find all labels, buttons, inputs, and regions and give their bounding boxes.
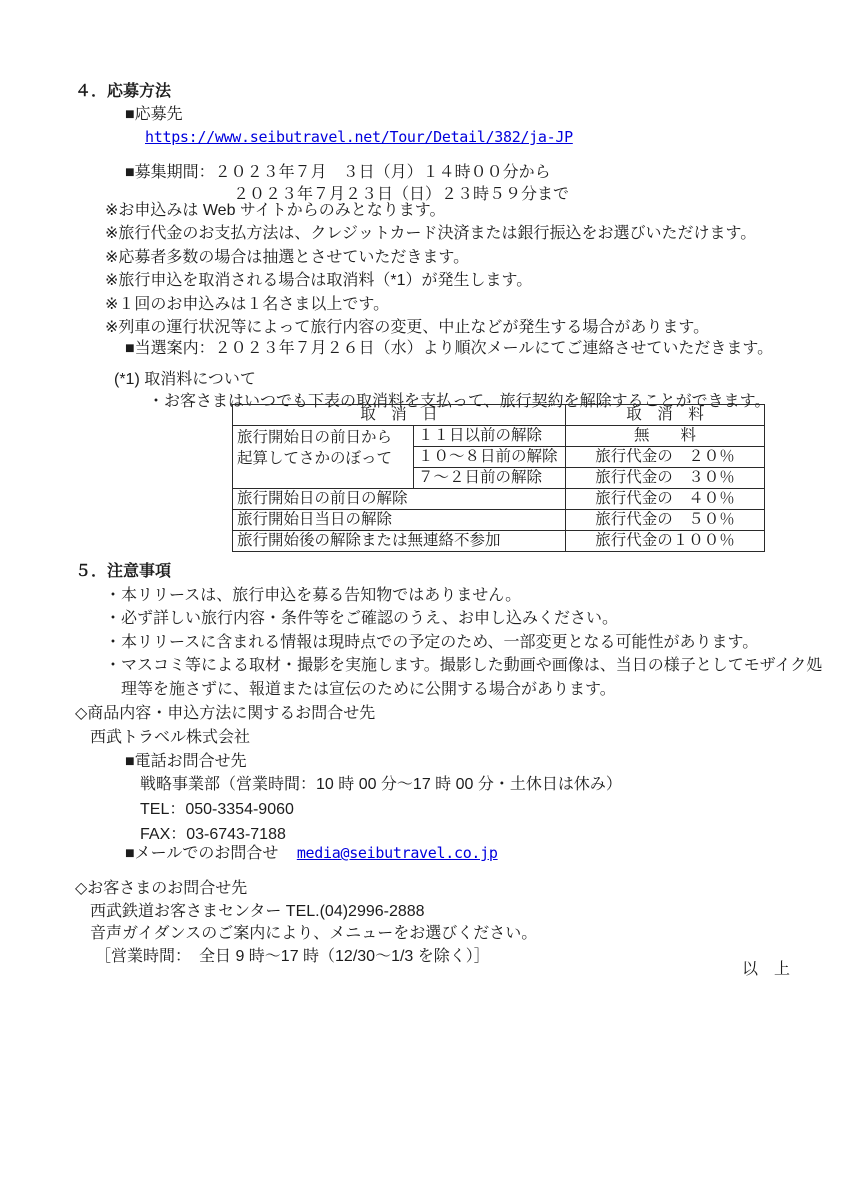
cancel-condition-cell: ７～２日前の解除 (414, 468, 566, 489)
cancel-condition-cell: 旅行開始日の前日の解除 (233, 489, 566, 510)
application-note: ※旅行代金のお支払方法は、クレジットカード決済または銀行振込をお選びいただけます。 (105, 225, 757, 243)
cancel-day-group-cell (233, 426, 414, 489)
mail-contact-link[interactable]: media@seibutravel.co.jp (296, 844, 498, 862)
phone-contact-tel: TEL：050-3354-9060 (140, 801, 294, 818)
phone-contact-label: ■電話お問合せ先 (125, 753, 247, 770)
application-note: ※列車の運行状況等によって旅行内容の変更、中止などが発生する場合があります。 (105, 319, 710, 337)
cancel-day-group-line1: 旅行開始日の前日から (237, 429, 393, 446)
cancel-condition-cell: １０～８日前の解除 (414, 447, 566, 468)
section5-heading: ５．注意事項 (75, 563, 172, 580)
cancel-fee-cell: 旅行代金の ３０％ (566, 468, 765, 489)
caution-list (105, 584, 829, 701)
cancel-table-row (233, 510, 765, 531)
application-url-link[interactable]: https://www.seibutravel.net/Tour/Detail/382/ja-JP (145, 128, 573, 146)
cancel-fee-cell: 旅行代金の ４０％ (566, 489, 765, 510)
winner-notice: ■当選案内：２０２３年７月２６日（水）より順次メールにてご連絡させていただきます。 (125, 340, 774, 357)
cancel-table-row (233, 531, 765, 552)
cancel-table-header-day: 取 消 日 (233, 405, 566, 426)
caution-item: ・マスコミ等による取材・撮影を実施します。撮影した動画や画像は、当日の様子としてモザイク処理等を施さずに、報道または宣伝のために公開する場合があります。 (105, 657, 823, 698)
cancellation-fee-title: (*1) 取消料について (114, 371, 256, 388)
application-note: ※応募者多数の場合は抽選とさせていただきます。 (105, 248, 470, 266)
cancellation-fee-table (232, 404, 765, 552)
closing-mark: 以 上 (741, 961, 790, 978)
cancel-fee-cell: 無 料 (566, 426, 765, 447)
caution-item: ・必ず詳しい旅行内容・条件等をご確認のうえ、お申し込みください。 (105, 610, 618, 628)
cancel-fee-cell: 旅行代金の ２０％ (566, 447, 765, 468)
product-inquiry-heading: ◇商品内容・申込方法に関するお問合せ先 (75, 705, 376, 722)
cancel-fee-cell: 旅行代金の ５０％ (566, 510, 765, 531)
application-note: ※旅行申込を取消される場合は取消料（*1）が発生します。 (105, 272, 533, 290)
cancel-condition-cell: 旅行開始後の解除または無連絡不参加 (233, 531, 566, 552)
application-note: ※１回のお申込みは１名さま以上です。 (105, 295, 390, 313)
customer-center-line: 西武鉄道お客さまセンター TEL.(04)2996-2888 (90, 903, 425, 920)
phone-contact-department: 戦略事業部（営業時間：10 時 00 分～17 時 00 分・土休日は休み） (140, 776, 622, 793)
mail-contact-row (125, 842, 498, 865)
business-hours-line: ［営業時間： 全日 9 時～17 時（12/30～1/3 を除く）］ (95, 948, 490, 965)
recruit-period-line2: ２０２３年７月２３日（日）２３時５９分まで (233, 186, 570, 203)
cancel-table-row (233, 489, 765, 510)
apply-destination-label: ■応募先 (125, 106, 183, 123)
application-notes-list (105, 199, 756, 339)
cancel-table-row (233, 426, 765, 447)
cancellation-fee-desc: ・お客さまはいつでも下表の取消料を支払って、旅行契約を解除することができます。 (148, 393, 771, 410)
recruit-period-line1: ■募集期間：２０２３年７月 ３日（月）１４時００分から (125, 164, 551, 181)
application-url-row (145, 126, 573, 149)
phone-contact-fax: FAX：03-6743-7188 (140, 826, 286, 843)
mail-contact-label: ■メールでのお問合せ (125, 845, 279, 862)
cancel-day-group-line2: 起算してさかのぼって (237, 450, 393, 467)
cancel-condition-cell: 旅行開始日当日の解除 (233, 510, 566, 531)
cancel-table-header-fee: 取 消 料 (566, 405, 765, 426)
caution-item: ・本リリースに含まれる情報は現時点での予定のため、一部変更となる可能性があります。 (105, 633, 759, 651)
cancel-table-header-row (233, 405, 765, 426)
section4-heading: ４．応募方法 (75, 83, 172, 100)
application-note: ※お申込みは Web サイトからのみとなります。 (105, 202, 446, 219)
caution-item: ・本リリースは、旅行申込を募る告知物ではありません。 (105, 587, 522, 604)
customer-inquiry-heading: ◇お客さまのお問合せ先 (75, 880, 248, 897)
product-inquiry-company: 西武トラベル株式会社 (90, 729, 251, 746)
cancel-fee-cell: 旅行代金の１００％ (566, 531, 765, 552)
cancel-condition-cell: １１日以前の解除 (414, 426, 566, 447)
voice-guidance-line: 音声ガイダンスのご案内により、メニューをお選びください。 (90, 925, 538, 942)
